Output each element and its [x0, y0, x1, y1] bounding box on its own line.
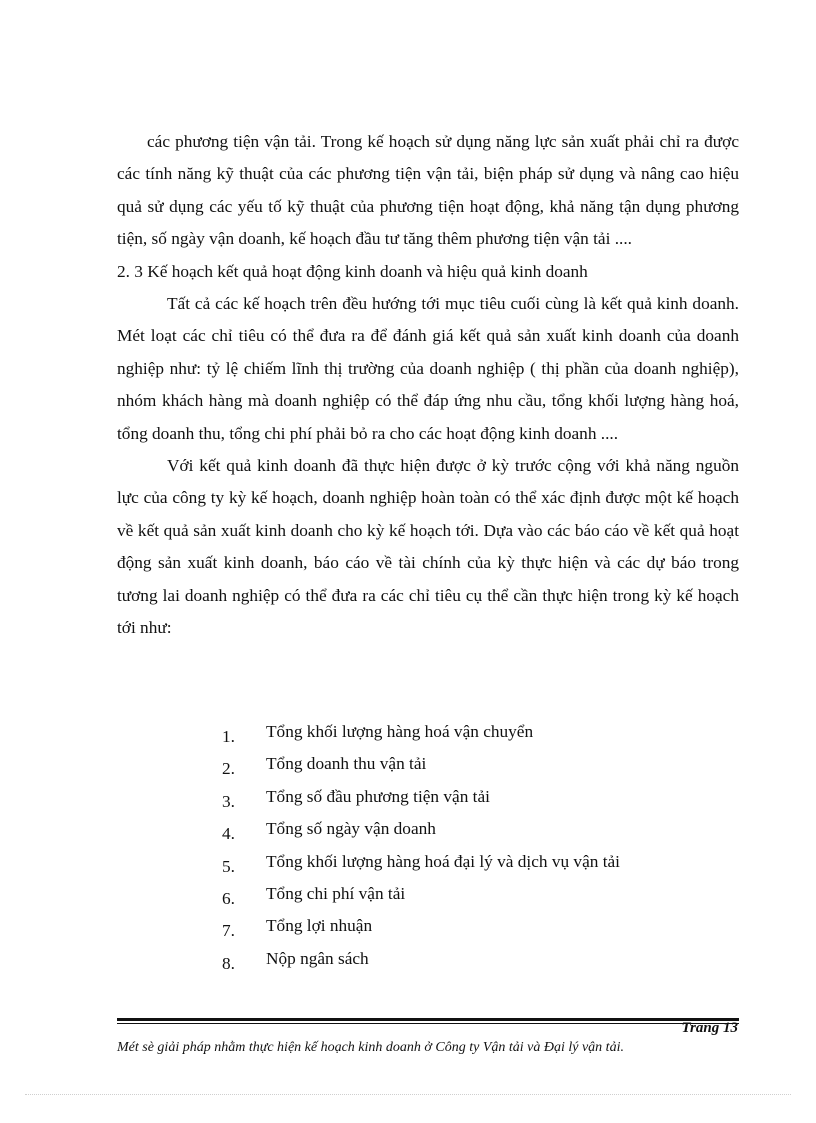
list-item-number: 3. — [222, 791, 235, 811]
paragraph-3: Với kết quả kinh doanh đã thực hiện được ở kỳ trước cộng với khả năng nguồn lực của công ty kỳ kế hoạch, doanh nghiệp hoàn toàn có thể xác định được một kế hoạch về kết quả sản xuất kinh doanh cho kỳ kế hoạch tới. Dựa vào các báo cáo về kết quả hoạt động sản xuất kinh doanh, báo cáo về tài chính của kỳ thực hiện và các dự báo trong tương lai doanh nghiệp có thể đưa ra các chỉ tiêu cụ thể cần thực hiện trong kỳ kế hoạch tới như: — [117, 456, 739, 638]
list-item-number: 8. — [222, 953, 235, 973]
list-item — [222, 846, 742, 878]
list-item-text: Tổng doanh thu vận tải — [266, 754, 427, 774]
section-heading: 2. 3 Kế hoạch kết quả hoạt động kinh doanh và hiệu quả kinh doanh — [117, 261, 588, 281]
list-item — [222, 943, 742, 975]
paragraph-2: Tất cả các kế hoạch trên đều hướng tới mục tiêu cuối cùng là kết quả kinh doanh. Mét loạt các chỉ tiêu có thể đưa ra để đánh giá kết quả sản xuất kinh doanh của doanh nghiệp như: tỷ lệ chiếm lĩnh thị trường của doanh nghiệp ( thị phần của doanh nghiệp), nhóm khách hàng mà doanh nghiệp có thể đáp ứng nhu cầu, tổng khối lượng hàng hoá, tổng doanh thu, tổng chi phí phải bỏ ra cho các hoạt động kinh doanh .... — [117, 294, 739, 443]
footer-title: Mét sè giải pháp nhằm thực hiện kế hoạch kinh doanh ở Công ty Vận tải và Đại lý vận tải. — [117, 1040, 624, 1055]
numbered-list — [222, 716, 742, 975]
page-number: Trang 13 — [681, 1020, 738, 1036]
list-item-text: Tổng khối lượng hàng hoá vận chuyển — [266, 722, 534, 741]
list-item-number: 4. — [222, 824, 235, 844]
list-item-number: 5. — [222, 856, 235, 876]
list-item-text: Tổng lợi nhuận — [266, 916, 373, 936]
list-item-number: 1. — [222, 727, 235, 746]
list-item-number: 2. — [222, 759, 235, 779]
list-item-text: Nộp ngân sách — [266, 948, 369, 968]
footer-rule-thin — [117, 1023, 739, 1024]
list-item — [222, 813, 742, 845]
list-item-text: Tổng chi phí vận tải — [266, 883, 406, 903]
footer-rule-thick — [117, 1018, 739, 1021]
list-item-text: Tổng khối lượng hàng hoá đại lý và dịch vụ vận tải — [266, 851, 620, 871]
list-item — [222, 748, 742, 780]
list-item — [222, 910, 742, 942]
paragraph-1: các phương tiện vận tải. Trong kế hoạch sử dụng năng lực sản xuất phải chỉ ra được các tính năng kỹ thuật của các phương tiện vận tải, biện pháp sử dụng và nâng cao hiệu quả sử dụng các yếu tố kỹ thuật của phương tiện hoạt động, khả năng tận dụng phương tiện, số ngày vận doanh, kế hoạch đầu tư tăng thêm phương tiện vận tải .... — [117, 132, 739, 249]
list-item — [222, 878, 742, 910]
list-item-number: 7. — [222, 921, 235, 941]
body-text — [117, 126, 739, 645]
list-item — [222, 781, 742, 813]
list-item-number: 6. — [222, 888, 235, 908]
list-item-text: Tổng số đầu phương tiện vận tải — [266, 786, 490, 806]
list-item — [222, 716, 742, 748]
page-bottom-divider — [25, 1094, 791, 1095]
list-item-text: Tổng số ngày vận doanh — [266, 819, 436, 839]
